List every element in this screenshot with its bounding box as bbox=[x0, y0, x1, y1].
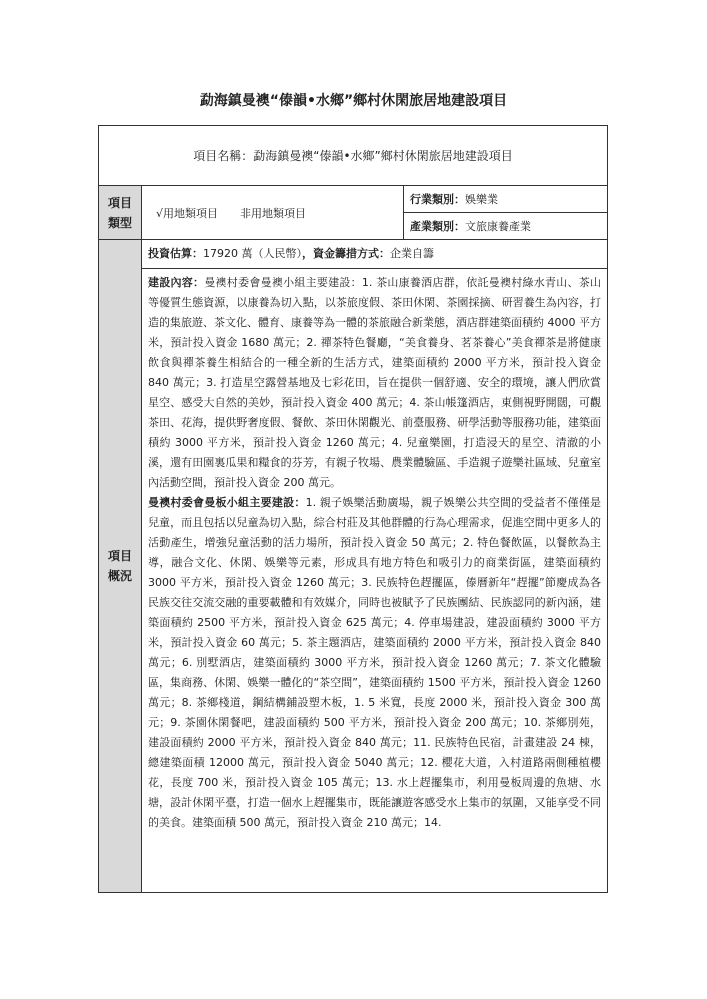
project-table bbox=[98, 125, 608, 893]
funding-value: 企業自籌 bbox=[390, 247, 434, 260]
subgroup-label: 曼襖村委會曼板小組主要建設： bbox=[148, 496, 306, 509]
land-use-checked: √用地類項目 bbox=[156, 206, 219, 220]
document-title: 勐海鎮曼襖“傣韻•水鄉”鄉村休閑旅居地建設項目 bbox=[199, 93, 508, 109]
sector-value: 文旅康養產業 bbox=[465, 220, 531, 233]
project-type-label: 項目類型 bbox=[99, 186, 142, 240]
industry-value: 娛樂業 bbox=[465, 193, 498, 206]
sector-cell bbox=[404, 213, 608, 240]
investment-cell bbox=[142, 240, 608, 269]
construction-text: 曼襖村委會曼襖小組主要建設：1. 茶山康養酒店群，依託曼襖村綠水青山、茶山等優質生態資源，以康養為切入點，以茶旅度假、茶田休閑、茶園採摘、研習養生為內容，打造的集旅遊、茶文化、體育、康養等為一體的茶旅融合新業態，酒店群建築面積約 4000 平方米，預計投入資金 1680 萬元；2. 禪茶特色餐廳，“美食養身、茗茶養心”美食禪茶是將健康飲食與禪茶養生相結合的一種全新的生活方式，建築面積約 2000 平方米，預計投入資金 840 萬元；3. 打造星空露營基地及七彩花田，旨在提供一個舒適、安全的環境，讓人們欣賞星空、感受大自然的美妙，預計投入資金 400 萬元；4. 茶山帳篷酒店，東側視野開闊，可觀茶田、花海，提供野奢度假、餐飲、茶田休閑觀光、前臺服務、研學活動等服務功能，建築面積約 3000 平方米，預計投入資金 1260 萬元；4. 兒童樂園，打造浸天的星空、清澈的小溪，還有田園裏瓜果和糧食的芬芳，有親子牧場、農業體驗區、手造親子遊樂社區域、兒童室內活動空間，預計投入資金 200 萬元。 bbox=[148, 276, 602, 489]
project-name-cell bbox=[99, 126, 608, 186]
project-name: 項目名稱：勐海鎮曼襖“傣韻•水鄉”鄉村休閑旅居地建設項目 bbox=[193, 149, 513, 163]
construction-paragraph bbox=[148, 273, 601, 493]
industry-cell bbox=[404, 186, 608, 213]
subgroup-text: 1. 親子娛樂活動廣場，親子娛樂公共空間的受益者不僅僅是兒童，而且包括以兒童為切入點，綜合村莊及其他群體的行為心理需求，促進空間中更多人的活動產生，增強兒童活動的活力場所，預計投入資金 50 萬元；2. 特色餐飲區，以餐飲為主導，融合文化、休閑、娛樂等元素，形成具有地方特色和吸引力的商業街區，建築面積約 3000 平方米，預計投入資金 1260 萬元；3. 民族特色趕擺區，傣曆新年“趕擺”節慶成為各民族交往交流交融的重要載體和有效媒介，同時也被賦予了民族團結、民族認同的新內涵，建築面積約 2500 平方米，預計投入資金 625 萬元；4. 停車場建設，建設面積約 3000 平方米，預計投入資金 60 萬元；5. 茶主題酒店，建築面積約 2000 平方米，預計投入資金 840 萬元；6. 別墅酒店，建築面積約 3000 平方米，預計投入資金 1260 萬元；7. 茶文化體驗區，集商務、休閑、娛樂一體化的“茶空間”，建築面積約 1500 平方米，預計投入資金 1260 萬元；8. 茶鄉棧道，鋼結構鋪設塑木板，1. 5 米寬，長度 2000 米，預計投入資金 300 萬元；9. 茶園休閑餐吧，建設面積約 500 平方米，預計投入資金 200 萬元；10. 茶鄉別苑，建設面積約 2000 平方米，預計投入資金 840 萬元；11. 民族特色民宿，計畫建設 24 棟，總建築面積 12000 萬元，預計投入資金 5040 萬元；12. 櫻花大道，入村道路兩側種植櫻花，長度 700 米，預計投入資金 105 萬元；13. 水上趕擺集市，利用曼板周邊的魚塘、水塘，設計休閑平臺，打造一個水上趕擺集市，既能讓遊客感受水上集市的氛圍，又能享受不同的美食。建築面積 500 萬元，預計投入資金 210 萬元；14. bbox=[148, 496, 602, 829]
funding-label: ，資金籌措方式： bbox=[302, 247, 390, 260]
construction-label: 建設內容： bbox=[148, 276, 205, 289]
sector-label: 產業類別： bbox=[410, 220, 465, 233]
overview-label: 項目概況 bbox=[99, 240, 142, 893]
industry-label: 行業類別： bbox=[410, 193, 465, 206]
investment-label: 投資估算： bbox=[148, 247, 203, 260]
overview-content bbox=[142, 269, 608, 893]
land-use-cell bbox=[142, 186, 404, 240]
investment-value: 17920 萬（人民幣） bbox=[203, 247, 302, 260]
land-use-unchecked: 非用地類項目 bbox=[240, 206, 307, 220]
subgroup-paragraph bbox=[148, 493, 601, 833]
